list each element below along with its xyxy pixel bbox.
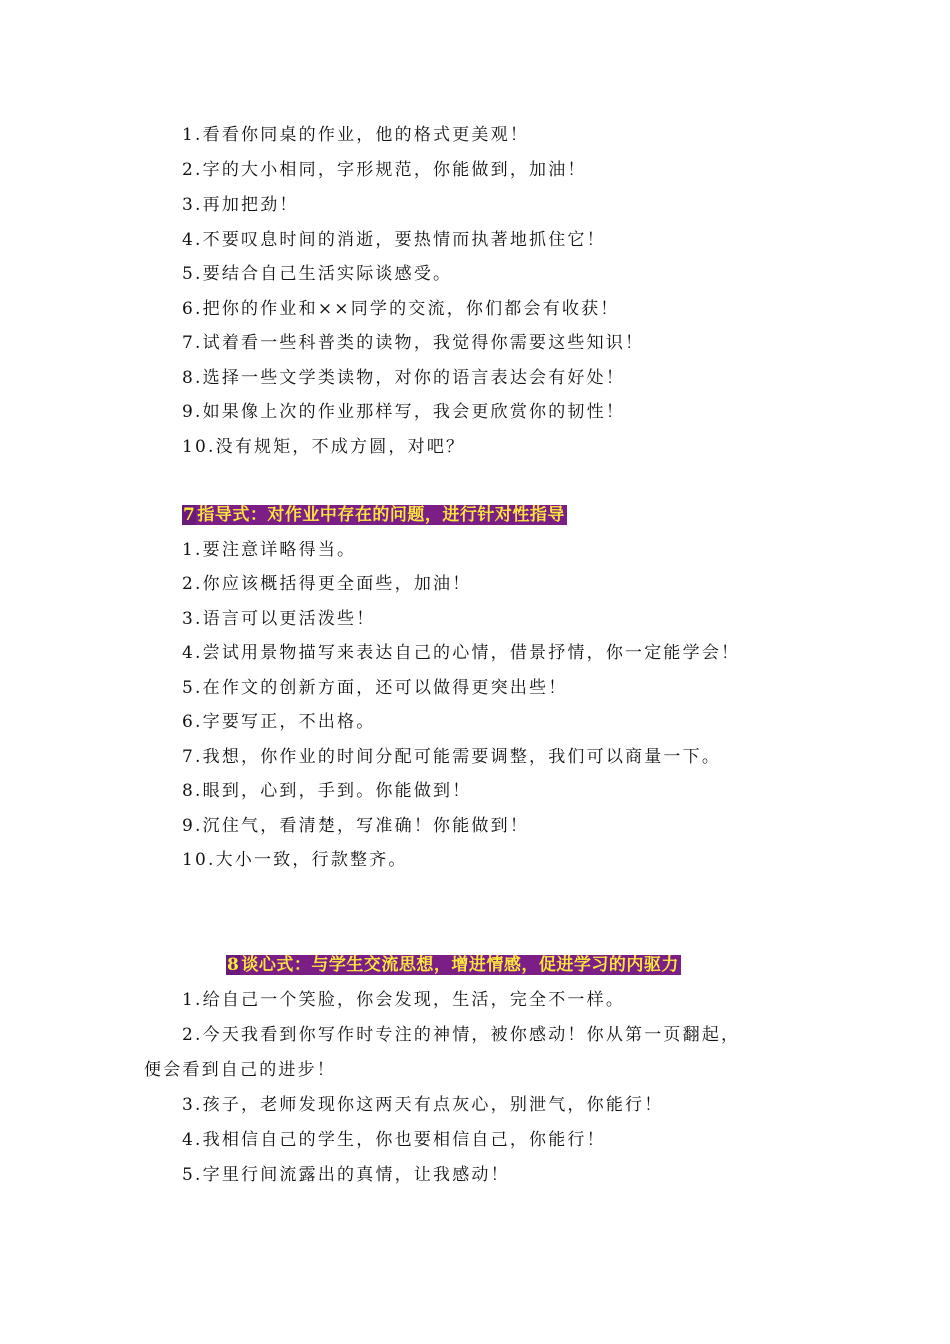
- heading-text: 指导式：对作业中存在的问题，进行针对性指导: [197, 505, 565, 525]
- list-item: 3.再加把劲！: [182, 195, 299, 215]
- list-item: 6.字要写正，不出格。: [182, 712, 376, 732]
- list-item: 5.在作文的创新方面，还可以做得更突出些！: [182, 678, 568, 698]
- section-heading-8: [226, 954, 681, 976]
- list-item: 9.如果像上次的作业那样写，我会更欣赏你的韧性！: [182, 402, 626, 422]
- list-item: 3.语言可以更活泼些！: [182, 609, 376, 629]
- list-item: 10.没有规矩，不成方圆，对吧？: [182, 437, 466, 457]
- list-item: 5.要结合自己生活实际谈感受。: [182, 264, 453, 284]
- heading-number: 7: [183, 505, 196, 525]
- list-item-continuation: 便会看到自己的进步！: [144, 1060, 336, 1080]
- list-item: 8.选择一些文学类读物，对你的语言表达会有好处！: [182, 368, 626, 388]
- list-item: 2.今天我看到你写作时专注的神情，被你感动！你从第一页翻起，: [182, 1025, 741, 1045]
- list-item: 9.沉住气，看清楚，写准确！你能做到！: [182, 816, 530, 836]
- heading-text: 谈心式：与学生交流思想，增进情感，促进学习的内驱力: [241, 955, 679, 975]
- list-item: 1.看看你同桌的作业，他的格式更美观！: [182, 125, 530, 145]
- list-item: 2.你应该概括得更全面些，加油！: [182, 574, 472, 594]
- list-item: 7.我想，你作业的时间分配可能需要调整，我们可以商量一下。: [182, 747, 722, 767]
- list-item: 10.大小一致，行款整齐。: [182, 850, 408, 870]
- list-item: 7.试着看一些科普类的读物，我觉得你需要这些知识！: [182, 333, 645, 353]
- list-item: 4.我相信自己的学生，你也要相信自己，你能行！: [182, 1130, 606, 1150]
- list-item: 3.孩子，老师发现你这两天有点灰心，别泄气，你能行！: [182, 1095, 664, 1115]
- section-heading-7: [182, 504, 567, 526]
- list-item: 1.给自己一个笑脸，你会发现，生活，完全不一样。: [182, 990, 626, 1010]
- list-item: 1.要注意详略得当。: [182, 540, 357, 560]
- list-item: 4.不要叹息时间的消逝，要热情而执著地抓住它！: [182, 230, 606, 250]
- list-item: 2.字的大小相同，字形规范，你能做到，加油！: [182, 160, 587, 180]
- list-item: 4.尝试用景物描写来表达自己的心情，借景抒情，你一定能学会！: [182, 643, 741, 663]
- heading-number: 8: [227, 955, 240, 975]
- list-item: 5.字里行间流露出的真情，让我感动！: [182, 1165, 510, 1185]
- list-item: 6.把你的作业和××同学的交流，你们都会有收获！: [182, 299, 620, 319]
- list-item: 8.眼到，心到，手到。你能做到！: [182, 781, 472, 801]
